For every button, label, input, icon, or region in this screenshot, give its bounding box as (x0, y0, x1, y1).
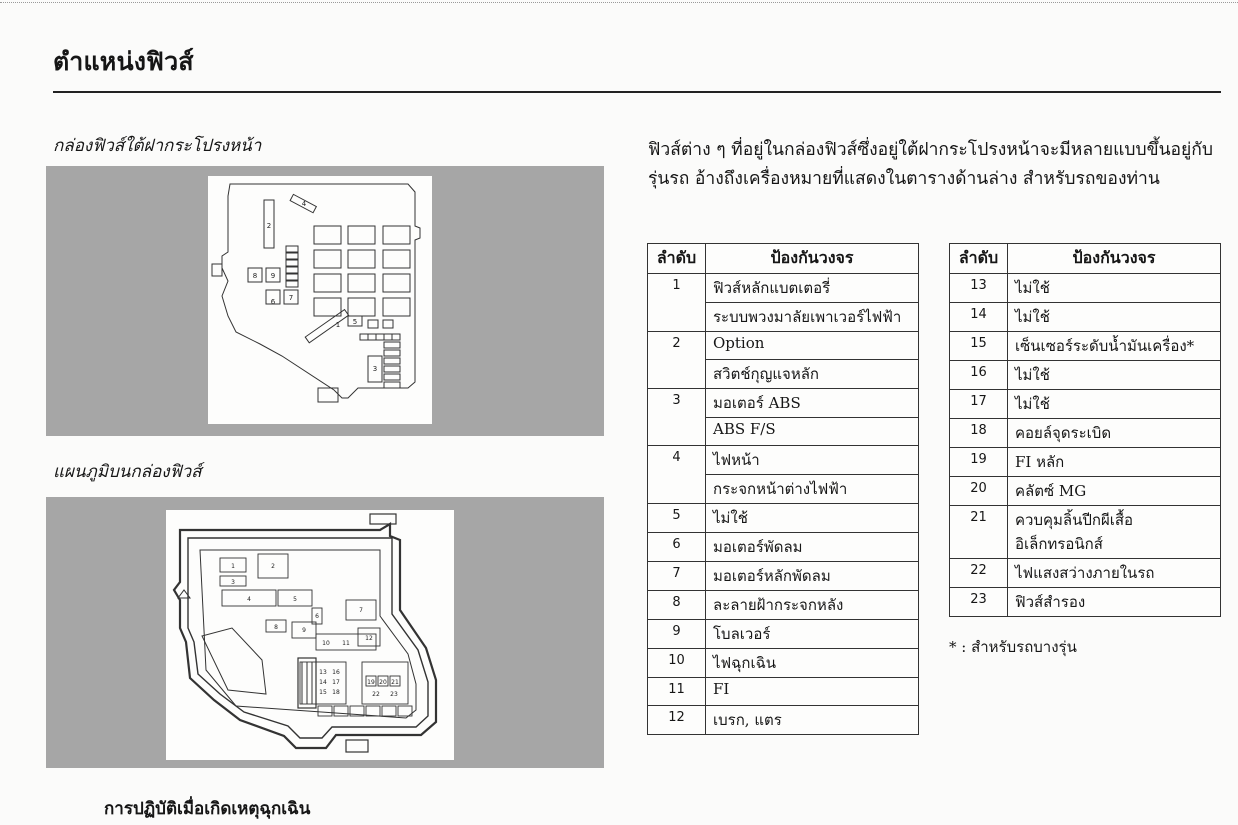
fuse-chart-figure-panel (46, 497, 604, 768)
fuse-box-figure-panel (46, 166, 604, 436)
circuit-cell: ไม่ใช้ (706, 504, 919, 533)
chart-fuse-number-6: 6 (315, 613, 319, 620)
fuse-chart-label: แผนภูมิบนกล่องฟิวส์ (53, 462, 202, 482)
top-dotted-line (0, 2, 1238, 3)
circuit-cell: คอยล์จุดระเบิด (1008, 419, 1221, 448)
fuse-table-row (950, 274, 1221, 303)
fuse-number-cell: 11 (648, 678, 706, 706)
chart-fuse-number-1: 1 (231, 563, 235, 570)
fuse-number-cell: 13 (950, 274, 1008, 303)
fuse-table-row (950, 588, 1221, 617)
relay-blocks (314, 226, 410, 316)
fuse-box-outline-svg (208, 176, 432, 424)
chart-fuse-number-13: 13 (319, 669, 327, 676)
circuit-cell: ละลายฝ้ากระจกหลัง (706, 591, 919, 620)
fuse-table-row (950, 303, 1221, 332)
fuse-number-6: 6 (270, 298, 276, 306)
fuse-number-cell: 21 (950, 506, 1008, 559)
circuit-cell: ฟิวส์สำรอง (1008, 588, 1221, 617)
circuit-cell: มอเตอร์พัดลม (706, 533, 919, 562)
fuse-number-cell: 10 (648, 649, 706, 678)
chart-fuse-number-23: 23 (390, 691, 398, 698)
chart-fuse-number-12: 12 (365, 635, 373, 642)
chart-fuse-number-5: 5 (293, 596, 297, 603)
circuit-cell: ฟิวส์หลักแบตเตอรี่ (706, 274, 919, 303)
long-fuse-1 (305, 310, 348, 343)
chart-fuse-number-10: 10 (322, 640, 330, 647)
circuit-cell: คลัตซ์ MG (1008, 477, 1221, 506)
chart-fuse-number-14: 14 (319, 679, 327, 686)
fuse-chart-number-labels (231, 563, 399, 698)
page-title: ตำแหน่งฟิวส์ (53, 47, 194, 76)
fuse-number-cell: 6 (648, 533, 706, 562)
fuse-table-row (950, 361, 1221, 390)
fuse-table-row (950, 477, 1221, 506)
chart-fuse-number-22: 22 (372, 691, 380, 698)
fuse-number-cell: 14 (950, 303, 1008, 332)
circuit-cell: ABS F/S (706, 418, 919, 446)
circuit-cell: FI (706, 678, 919, 706)
fuse-table-row (950, 419, 1221, 448)
fuse-number-cell: 19 (950, 448, 1008, 477)
circuit-cell: มอเตอร์ ABS (706, 389, 919, 418)
fuse-number-4: 4 (301, 200, 307, 208)
fuse-table-row (648, 649, 919, 678)
chart-fuse-number-3: 3 (231, 579, 235, 586)
fuse-chart-diagram (166, 510, 454, 760)
fuse-number-8: 8 (252, 272, 258, 280)
col-header-number: ลำดับ (950, 244, 1008, 274)
fuse-number-cell: 22 (950, 559, 1008, 588)
circuit-cell: โบลเวอร์ (706, 620, 919, 649)
col-header-number: ลำดับ (648, 244, 706, 274)
circuit-cell: ไฟแสงสว่างภายในรถ (1008, 559, 1221, 588)
fuse-table-row (648, 332, 919, 360)
circuit-cell: ไม่ใช้ (1008, 390, 1221, 419)
chart-fuse-number-4: 4 (247, 596, 251, 603)
fuse-table-left-header (648, 244, 919, 274)
fuse-table-row (950, 506, 1221, 559)
fuse-table-row (648, 533, 919, 562)
circuit-cell: เซ็นเซอร์ระดับน้ำมันเครื่อง* (1008, 332, 1221, 361)
col-header-circuit: ป้องกันวงจร (706, 244, 919, 274)
circuit-cell: กระจกหน้าต่างไฟฟ้า (706, 475, 919, 504)
fuse-number-cell: 9 (648, 620, 706, 649)
fuse-number-cell: 4 (648, 446, 706, 504)
fuse-number-1: 1 (335, 321, 341, 329)
col-header-circuit: ป้องกันวงจร (1008, 244, 1221, 274)
intro-paragraph: ฟิวส์ต่าง ๆ ที่อยู่ในกล่องฟิวส์ซึ่งอยู่ใต้ฝากระโปรงหน้าจะมีหลายแบบขึ้นอยู่กับรุ่นรถ อ้างถึงเครื่องหมายที่แสดงในตารางด้านล่าง สำหรับรถของท่าน (648, 140, 1214, 189)
fuse-number-cell: 12 (648, 706, 706, 735)
fuse-table-row (648, 706, 919, 735)
emergency-section-heading: การปฏิบัติเมื่อเกิดเหตุฉุกเฉิน (104, 799, 311, 819)
chart-fuse-number-17: 17 (332, 679, 340, 686)
circuit-cell: ไม่ใช้ (1008, 361, 1221, 390)
chart-fuse-number-16: 16 (332, 669, 340, 676)
fuse-number-cell: 20 (950, 477, 1008, 506)
underhood-fuse-box-label: กล่องฟิวส์ใต้ฝากระโปรงหน้า (53, 136, 262, 156)
fuse-table-left (647, 243, 919, 735)
fuse-table-row (648, 678, 919, 706)
fuse-number-cell: 17 (950, 390, 1008, 419)
fuse-number-cell: 2 (648, 332, 706, 389)
fuse-table-row (648, 562, 919, 591)
chart-fuse-number-21: 21 (391, 679, 399, 686)
fuse-table-row (950, 390, 1221, 419)
circuit-cell: เบรก, แตร (706, 706, 919, 735)
footnote: * : สำหรับรถบางรุ่น (949, 638, 1077, 656)
circuit-cell: ไม่ใช้ (1008, 303, 1221, 332)
circuit-cell: ควบคุมลิ้นปีกผีเสื้ออิเล็กทรอนิกส์ (1008, 506, 1221, 559)
circuit-cell: ไฟฉุกเฉิน (706, 649, 919, 678)
fuse-table-row (950, 559, 1221, 588)
fuse-number-9: 9 (270, 272, 276, 280)
circuit-cell: Option (706, 332, 919, 360)
fuse-number-7: 7 (288, 294, 294, 302)
fuse-number-cell: 15 (950, 332, 1008, 361)
fuse-chart-connector (298, 658, 316, 708)
circuit-cell: FI หลัก (1008, 448, 1221, 477)
fuse-table-right-header (950, 244, 1221, 274)
fuse-number-cell: 16 (950, 361, 1008, 390)
circuit-cell: ไฟหน้า (706, 446, 919, 475)
fuse-table-row (648, 274, 919, 303)
fuse-table-row (648, 504, 919, 533)
fuse-table-row (648, 446, 919, 475)
fuse-table-right (949, 243, 1221, 617)
fuse-box-diagram (208, 176, 432, 424)
circuit-cell: สวิตช์กุญแจหลัก (706, 360, 919, 389)
chart-fuse-number-7: 7 (359, 607, 363, 614)
title-rule (53, 91, 1221, 93)
fuse-number-cell: 5 (648, 504, 706, 533)
fuse-number-cell: 1 (648, 274, 706, 332)
fuse-number-cell: 3 (648, 389, 706, 446)
circuit-cell: ระบบพวงมาลัยเพาเวอร์ไฟฟ้า (706, 303, 919, 332)
chart-fuse-number-18: 18 (332, 689, 340, 696)
fuse-number-5: 5 (352, 318, 358, 326)
fuse-number-cell: 7 (648, 562, 706, 591)
circuit-cell: ไม่ใช้ (1008, 274, 1221, 303)
fuse-table-row (950, 332, 1221, 361)
fuse-number-3: 3 (372, 365, 378, 373)
chart-fuse-number-20: 20 (379, 679, 387, 686)
fuse-table-row (950, 448, 1221, 477)
fuse-chart-svg (166, 510, 454, 760)
fuse-number-2: 2 (266, 222, 272, 230)
fuse-table-row (648, 389, 919, 418)
fuse-number-cell: 8 (648, 591, 706, 620)
chart-fuse-number-8: 8 (274, 624, 278, 631)
fuse-number-cell: 23 (950, 588, 1008, 617)
chart-fuse-number-15: 15 (319, 689, 327, 696)
chart-fuse-number-19: 19 (367, 679, 375, 686)
fuse-table-row (648, 591, 919, 620)
fuse-table-row (648, 620, 919, 649)
chart-fuse-number-11: 11 (342, 640, 350, 647)
fuse-number-cell: 18 (950, 419, 1008, 448)
chart-fuse-number-2: 2 (271, 563, 275, 570)
chart-fuse-number-9: 9 (302, 627, 306, 634)
circuit-cell: มอเตอร์หลักพัดลม (706, 562, 919, 591)
